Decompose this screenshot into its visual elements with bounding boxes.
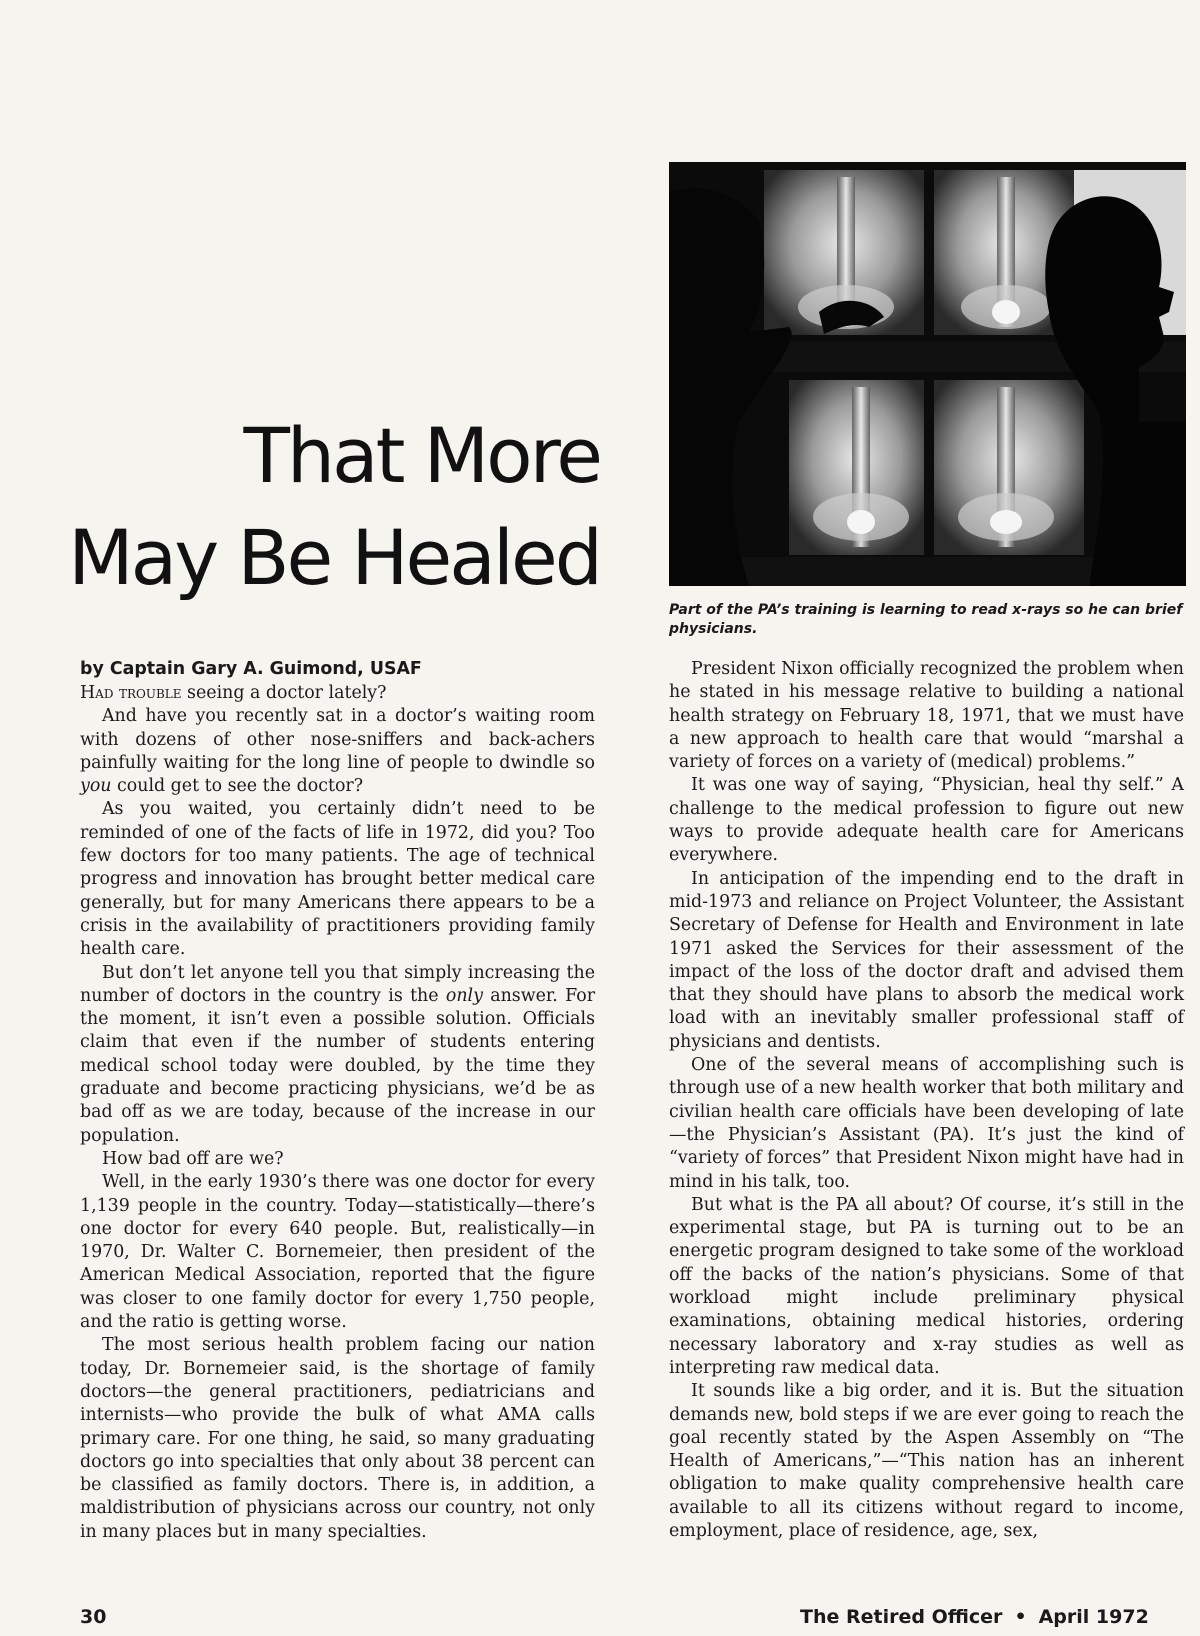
issue-date: April 1972 bbox=[1038, 1606, 1149, 1628]
paragraph: As you waited, you certainly didn’t need to be reminded of one of the facts of life in 1972, did you? Too few doctors for too many patients. The age of technical progress and innovation has brought better medical care generally, but for many Americans there appears to be a crisis in the availability of practitioners providing family health care. bbox=[80, 799, 595, 960]
paragraph: One of the several means of accomplishing such is through use of a new health worker that both military and civilian health care officials have been developing of late—the Physician’s Assistant (PA). It’s just the kind of “variety of forces” that President Nixon might have had in mind in his talk, too. bbox=[669, 1055, 1184, 1192]
page-number: 30 bbox=[80, 1606, 107, 1628]
footer-separator: • bbox=[1014, 1606, 1027, 1628]
article-title-line-2: May Be Healed bbox=[68, 513, 600, 602]
photo-caption: Part of the PA’s training is learning to read x-rays so he can brief physicians. bbox=[669, 602, 1183, 637]
article-column-right bbox=[669, 658, 1184, 1543]
paragraph: In anticipation of the impending end to the draft in mid-1973 and reliance on Project Volunteer, the Assistant Secretary of Defense for Health and Environment in late 1971 asked the Services for their assessment of the impact of the loss of the doctor draft and advised them that they should have plans to absorb the medical work load with an inevitably smaller professional staff of physicians and dentists. bbox=[669, 868, 1184, 1052]
paragraph: How bad off are we? bbox=[102, 1148, 284, 1169]
emphasis: you bbox=[80, 776, 112, 797]
paragraph: It sounds like a big order, and it is. But the situation demands new, bold steps if we are ever going to reach the goal recently stated by the Aspen Assembly on “The Health of Americans,”—“This nation has an inherent obligation to make quality comprehensive health care available to all its citizens without regard to income, employment, place of residence, age, sex, bbox=[669, 1381, 1184, 1541]
paragraph: President Nixon officially recognized the problem when he stated in his message relative to building a national health strategy on February 18, 1971, that we must have a new approach to health care that would “marshal a variety of forces on a variety of (medical) problems.” bbox=[669, 659, 1184, 773]
lead-smallcaps: Had trouble bbox=[80, 683, 182, 703]
article-column-left bbox=[80, 658, 595, 1544]
byline: by Captain Gary A. Guimond, USAF bbox=[80, 659, 422, 679]
lead-rest: seeing a doctor lately? bbox=[181, 683, 387, 703]
xray-photo bbox=[669, 162, 1186, 586]
paragraph: It was one way of saying, “Physician, heal thy self.” A challenge to the medical profession to figure out new ways to provide adequate health care for Americans everywhere. bbox=[669, 775, 1184, 866]
paragraph: And have you recently sat in a doctor’s waiting room with dozens of other nose-sniffers and back-achers painfully waiting for the long line of people to dwindle so you could get to see the doctor? bbox=[80, 706, 595, 797]
paragraph: The most serious health problem facing our nation today, Dr. Bornemeier said, is the shortage of family doctors—the general practitioners, pediatricians and internists—who provide the bulk of what AMA calls primary care. For one thing, he said, so many graduating doctors go into specialties that only about 38 percent can be classified as family doctors. There is, in addition, a maldistribution of physicians across our country, not only in many places but in many specialties. bbox=[80, 1335, 595, 1542]
xray-photo-illustration bbox=[669, 162, 1186, 586]
paragraph: Well, in the early 1930’s there was one doctor for every 1,139 people in the country. Today—statistically—there’s one doctor for every 640 people. But, realistically—in 1970, Dr. Walter C. Bornemeier, then president of the American Medical Association, reported that the figure was closer to one family doctor for every 1,750 people, and the ratio is getting worse. bbox=[80, 1172, 595, 1333]
article-title-line-1: That More bbox=[243, 411, 600, 500]
emphasis: only bbox=[445, 985, 483, 1006]
paragraph: But what is the PA all about? Of course, it’s still in the experimental stage, but PA is turning out to be an energetic program designed to take some of the workload off the backs of the nation’s physicians. Some of that workload might include preliminary physical examinations, obtaining medical histories, ordering necessary laboratory and x-ray studies as well as interpreting raw medical data. bbox=[669, 1194, 1184, 1378]
publication-name: The Retired Officer bbox=[800, 1606, 1003, 1628]
running-footer bbox=[800, 1606, 1149, 1628]
lead-paragraph bbox=[80, 682, 595, 705]
paragraph: But don’t let anyone tell you that simply increasing the number of doctors in the country is the only answer. For the moment, it isn’t even a possible solution. Officials claim that even if the number of students entering medical school today were doubled, by the time they graduate and become practicing physicians, we’d be as bad off as we are today, because of the increase in our population. bbox=[80, 962, 596, 1146]
